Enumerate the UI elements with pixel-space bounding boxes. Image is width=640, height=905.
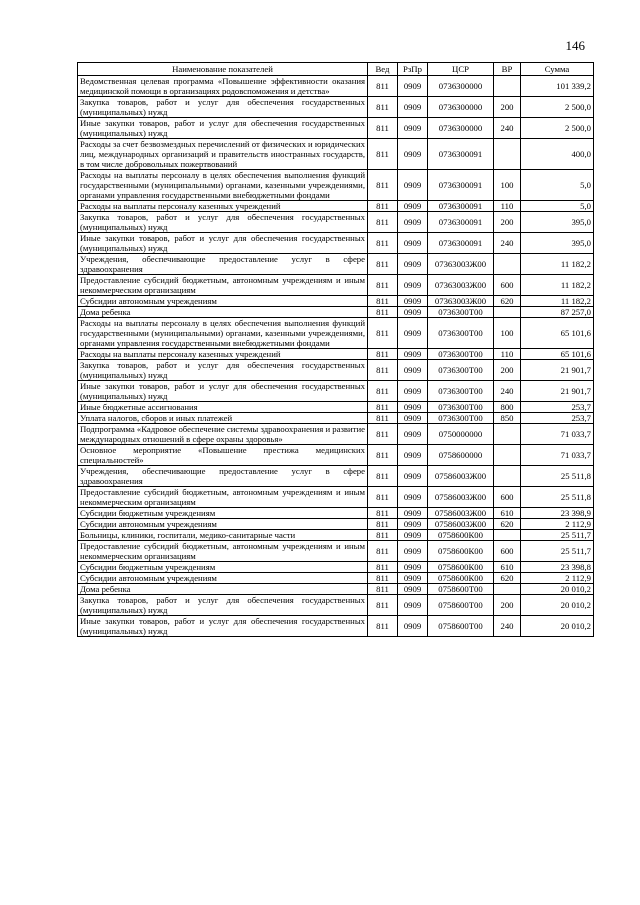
table-row (78, 508, 594, 519)
row-csr: 0736300091 (428, 233, 494, 254)
table-row (78, 212, 594, 233)
row-name: Субсидии автономным учреждениям (78, 573, 368, 584)
row-sum: 65 101,6 (521, 349, 594, 360)
row-ved: 811 (368, 139, 398, 170)
header-vr: ВР (494, 63, 521, 76)
row-sum: 253,7 (521, 402, 594, 413)
row-sum: 5,0 (521, 201, 594, 212)
row-name: Субсидии автономным учреждениям (78, 296, 368, 307)
row-sum: 2 112,9 (521, 519, 594, 530)
row-sum: 2 112,9 (521, 573, 594, 584)
table-row (78, 307, 594, 318)
row-vr: 110 (494, 349, 521, 360)
row-ved: 811 (368, 541, 398, 562)
table-row (78, 233, 594, 254)
row-name: Предоставление субсидий бюджетным, автономным учреждениям и иным некоммерческим организациям (78, 487, 368, 508)
row-ved: 811 (368, 360, 398, 381)
row-name: Субсидии бюджетным учреждениям (78, 562, 368, 573)
row-vr: 200 (494, 595, 521, 616)
row-rzpr: 0909 (398, 541, 428, 562)
row-sum: 21 901,7 (521, 360, 594, 381)
row-rzpr: 0909 (398, 445, 428, 466)
row-ved: 811 (368, 562, 398, 573)
table-row (78, 424, 594, 445)
row-rzpr: 0909 (398, 519, 428, 530)
table-row (78, 616, 594, 637)
row-name: Иные закупки товаров, работ и услуг для обеспечения государственных (муниципальных) нужд (78, 118, 368, 139)
header-ved: Вед (368, 63, 398, 76)
row-vr (494, 424, 521, 445)
row-ved: 811 (368, 413, 398, 424)
row-name: Субсидии автономным учреждениям (78, 519, 368, 530)
row-name: Дома ребенка (78, 584, 368, 595)
table-row (78, 584, 594, 595)
row-rzpr: 0909 (398, 595, 428, 616)
row-csr: 07363003Ж00 (428, 254, 494, 275)
row-ved: 811 (368, 519, 398, 530)
row-csr: 0736300000 (428, 97, 494, 118)
header-csr: ЦСР (428, 63, 494, 76)
row-csr: 0736300Т00 (428, 402, 494, 413)
row-ved: 811 (368, 584, 398, 595)
row-rzpr: 0909 (398, 97, 428, 118)
row-sum: 11 182,2 (521, 296, 594, 307)
row-rzpr: 0909 (398, 466, 428, 487)
row-csr: 0758600К00 (428, 562, 494, 573)
row-name: Дома ребенка (78, 307, 368, 318)
row-ved: 811 (368, 170, 398, 201)
row-csr: 07586003Ж00 (428, 466, 494, 487)
row-csr: 0758600К00 (428, 573, 494, 584)
table-row (78, 445, 594, 466)
row-name: Учреждения, обеспечивающие предоставление услуг в сфере здравоохранения (78, 466, 368, 487)
row-name: Предоставление субсидий бюджетным, автономным учреждениям и иным некоммерческим организациям (78, 541, 368, 562)
row-rzpr: 0909 (398, 275, 428, 296)
row-rzpr: 0909 (398, 233, 428, 254)
row-sum: 71 033,7 (521, 424, 594, 445)
row-sum: 25 511,8 (521, 487, 594, 508)
row-sum: 101 339,2 (521, 76, 594, 97)
row-name: Ведомственная целевая программа «Повышение эффективности оказания медицинской помощи в организациях родовспоможения и детства» (78, 76, 368, 97)
row-vr: 110 (494, 201, 521, 212)
row-rzpr: 0909 (398, 413, 428, 424)
row-csr: 0736300Т00 (428, 360, 494, 381)
row-csr: 07586003Ж00 (428, 519, 494, 530)
table-row (78, 296, 594, 307)
row-ved: 811 (368, 349, 398, 360)
row-name: Иные закупки товаров, работ и услуг для обеспечения государственных (муниципальных) нужд (78, 616, 368, 637)
row-name: Основное мероприятие «Повышение престижа медицинских специальностей» (78, 445, 368, 466)
budget-table (77, 62, 594, 637)
row-vr: 240 (494, 381, 521, 402)
table-row (78, 318, 594, 349)
row-csr: 0758600Т00 (428, 616, 494, 637)
row-csr: 0736300091 (428, 201, 494, 212)
row-csr: 0736300091 (428, 212, 494, 233)
row-name: Расходы на выплаты персоналу казенных учреждений (78, 201, 368, 212)
row-vr (494, 139, 521, 170)
row-name: Закупка товаров, работ и услуг для обеспечения государственных (муниципальных) нужд (78, 595, 368, 616)
row-sum: 23 398,9 (521, 508, 594, 519)
row-rzpr: 0909 (398, 360, 428, 381)
table-row (78, 170, 594, 201)
row-sum: 2 500,0 (521, 118, 594, 139)
row-sum: 395,0 (521, 233, 594, 254)
row-csr: 0736300000 (428, 118, 494, 139)
row-name: Расходы на выплаты персоналу в целях обеспечения выполнения функций государственными (муниципальными) органами, казенными учреждениями, органами управления государственными внебюджетными фондами (78, 318, 368, 349)
row-sum: 5,0 (521, 170, 594, 201)
row-sum: 87 257,0 (521, 307, 594, 318)
row-name: Подпрограмма «Кадровое обеспечение системы здравоохранения и развитие международных отношений в сфере охраны здоровья» (78, 424, 368, 445)
row-ved: 811 (368, 97, 398, 118)
row-vr: 100 (494, 170, 521, 201)
table-row (78, 381, 594, 402)
row-csr: 0736300Т00 (428, 318, 494, 349)
row-vr: 200 (494, 212, 521, 233)
table-body (78, 76, 594, 637)
row-vr: 620 (494, 573, 521, 584)
table-row (78, 118, 594, 139)
row-csr: 07363003Ж00 (428, 296, 494, 307)
table-row (78, 487, 594, 508)
row-sum: 253,7 (521, 413, 594, 424)
row-csr: 0736300091 (428, 139, 494, 170)
row-csr: 0758600К00 (428, 541, 494, 562)
row-ved: 811 (368, 76, 398, 97)
table-row (78, 360, 594, 381)
row-rzpr: 0909 (398, 118, 428, 139)
row-vr: 620 (494, 296, 521, 307)
row-rzpr: 0909 (398, 201, 428, 212)
row-name: Расходы за счет безвозмездных перечислений от физических и юридических лиц, международных организаций и правительств иностранных государств, в том числе добровольных пожертвований (78, 139, 368, 170)
row-vr (494, 584, 521, 595)
row-ved: 811 (368, 381, 398, 402)
row-vr: 610 (494, 508, 521, 519)
row-rzpr: 0909 (398, 562, 428, 573)
row-ved: 811 (368, 201, 398, 212)
table-row (78, 466, 594, 487)
row-csr: 0750000000 (428, 424, 494, 445)
row-rzpr: 0909 (398, 584, 428, 595)
table-row (78, 201, 594, 212)
row-sum: 65 101,6 (521, 318, 594, 349)
row-ved: 811 (368, 402, 398, 413)
row-vr (494, 254, 521, 275)
row-sum: 25 511,7 (521, 541, 594, 562)
row-sum: 400,0 (521, 139, 594, 170)
row-ved: 811 (368, 616, 398, 637)
row-rzpr: 0909 (398, 318, 428, 349)
row-rzpr: 0909 (398, 307, 428, 318)
row-sum: 20 010,2 (521, 595, 594, 616)
row-rzpr: 0909 (398, 170, 428, 201)
row-rzpr: 0909 (398, 212, 428, 233)
row-vr: 610 (494, 562, 521, 573)
row-csr: 0758600Т00 (428, 595, 494, 616)
row-vr: 620 (494, 519, 521, 530)
row-rzpr: 0909 (398, 296, 428, 307)
row-rzpr: 0909 (398, 487, 428, 508)
row-sum: 23 398,8 (521, 562, 594, 573)
row-ved: 811 (368, 233, 398, 254)
table-row (78, 139, 594, 170)
row-sum: 11 182,2 (521, 275, 594, 296)
table-row (78, 530, 594, 541)
row-csr: 0736300Т00 (428, 381, 494, 402)
table-row (78, 275, 594, 296)
row-rzpr: 0909 (398, 254, 428, 275)
row-rzpr: 0909 (398, 573, 428, 584)
row-csr: 0758600000 (428, 445, 494, 466)
row-rzpr: 0909 (398, 508, 428, 519)
row-vr: 600 (494, 487, 521, 508)
row-csr: 0736300Т00 (428, 413, 494, 424)
row-ved: 811 (368, 118, 398, 139)
row-rzpr: 0909 (398, 381, 428, 402)
row-vr (494, 530, 521, 541)
row-ved: 811 (368, 466, 398, 487)
row-ved: 811 (368, 254, 398, 275)
header-rzpr: РзПр (398, 63, 428, 76)
row-name: Иные закупки товаров, работ и услуг для обеспечения государственных (муниципальных) нужд (78, 233, 368, 254)
row-rzpr: 0909 (398, 424, 428, 445)
row-vr (494, 307, 521, 318)
row-csr: 0758600К00 (428, 530, 494, 541)
row-vr: 200 (494, 360, 521, 381)
row-vr: 100 (494, 318, 521, 349)
row-sum: 2 500,0 (521, 97, 594, 118)
row-sum: 395,0 (521, 212, 594, 233)
table-row (78, 519, 594, 530)
table-row (78, 254, 594, 275)
table-header-row (78, 63, 594, 76)
header-sum: Сумма (521, 63, 594, 76)
row-name: Учреждения, обеспечивающие предоставление услуг в сфере здравоохранения (78, 254, 368, 275)
row-sum: 11 182,2 (521, 254, 594, 275)
row-ved: 811 (368, 487, 398, 508)
table-row (78, 349, 594, 360)
row-ved: 811 (368, 573, 398, 584)
row-rzpr: 0909 (398, 616, 428, 637)
row-name: Иные закупки товаров, работ и услуг для обеспечения государственных (муниципальных) нужд (78, 381, 368, 402)
row-sum: 21 901,7 (521, 381, 594, 402)
row-ved: 811 (368, 424, 398, 445)
row-csr: 07586003Ж00 (428, 508, 494, 519)
row-name: Расходы на выплаты персоналу казенных учреждений (78, 349, 368, 360)
table-row (78, 402, 594, 413)
table-row (78, 595, 594, 616)
row-name: Предоставление субсидий бюджетным, автономным учреждениям и иным некоммерческим организациям (78, 275, 368, 296)
row-sum: 20 010,2 (521, 616, 594, 637)
row-name: Закупка товаров, работ и услуг для обеспечения государственных (муниципальных) нужд (78, 212, 368, 233)
row-csr: 0736300Т00 (428, 349, 494, 360)
row-ved: 811 (368, 508, 398, 519)
row-vr: 600 (494, 541, 521, 562)
row-ved: 811 (368, 275, 398, 296)
row-vr: 600 (494, 275, 521, 296)
row-vr: 240 (494, 233, 521, 254)
row-rzpr: 0909 (398, 349, 428, 360)
row-ved: 811 (368, 307, 398, 318)
row-csr: 0736300Т00 (428, 307, 494, 318)
row-name: Субсидии бюджетным учреждениям (78, 508, 368, 519)
row-sum: 25 511,8 (521, 466, 594, 487)
row-ved: 811 (368, 318, 398, 349)
row-vr: 240 (494, 118, 521, 139)
row-ved: 811 (368, 212, 398, 233)
row-name: Закупка товаров, работ и услуг для обеспечения государственных (муниципальных) нужд (78, 97, 368, 118)
row-vr (494, 466, 521, 487)
row-csr: 07586003Ж00 (428, 487, 494, 508)
row-rzpr: 0909 (398, 139, 428, 170)
table-row (78, 573, 594, 584)
row-ved: 811 (368, 595, 398, 616)
table-row (78, 562, 594, 573)
row-vr: 850 (494, 413, 521, 424)
row-sum: 25 511,7 (521, 530, 594, 541)
row-name: Закупка товаров, работ и услуг для обеспечения государственных (муниципальных) нужд (78, 360, 368, 381)
page-number: 146 (565, 38, 585, 53)
table-row (78, 97, 594, 118)
table-row (78, 76, 594, 97)
row-csr: 07363003Ж00 (428, 275, 494, 296)
row-ved: 811 (368, 530, 398, 541)
row-sum: 20 010,2 (521, 584, 594, 595)
row-rzpr: 0909 (398, 402, 428, 413)
row-ved: 811 (368, 445, 398, 466)
row-name: Расходы на выплаты персоналу в целях обеспечения выполнения функций государственными (муниципальными) органами, казенными учреждениями, органами управления государственными внебюджетными фондами (78, 170, 368, 201)
row-name: Уплата налогов, сборов и иных платежей (78, 413, 368, 424)
row-name: Больницы, клиники, госпитали, медико-санитарные части (78, 530, 368, 541)
row-name: Иные бюджетные ассигнования (78, 402, 368, 413)
row-ved: 811 (368, 296, 398, 307)
table-row (78, 413, 594, 424)
row-rzpr: 0909 (398, 530, 428, 541)
row-csr: 0758600Т00 (428, 584, 494, 595)
row-vr: 800 (494, 402, 521, 413)
row-vr: 200 (494, 97, 521, 118)
header-name: Наименование показателей (78, 63, 368, 76)
row-rzpr: 0909 (398, 76, 428, 97)
row-vr (494, 76, 521, 97)
row-vr (494, 445, 521, 466)
row-vr: 240 (494, 616, 521, 637)
table-row (78, 541, 594, 562)
row-csr: 0736300091 (428, 170, 494, 201)
row-csr: 0736300000 (428, 76, 494, 97)
row-sum: 71 033,7 (521, 445, 594, 466)
